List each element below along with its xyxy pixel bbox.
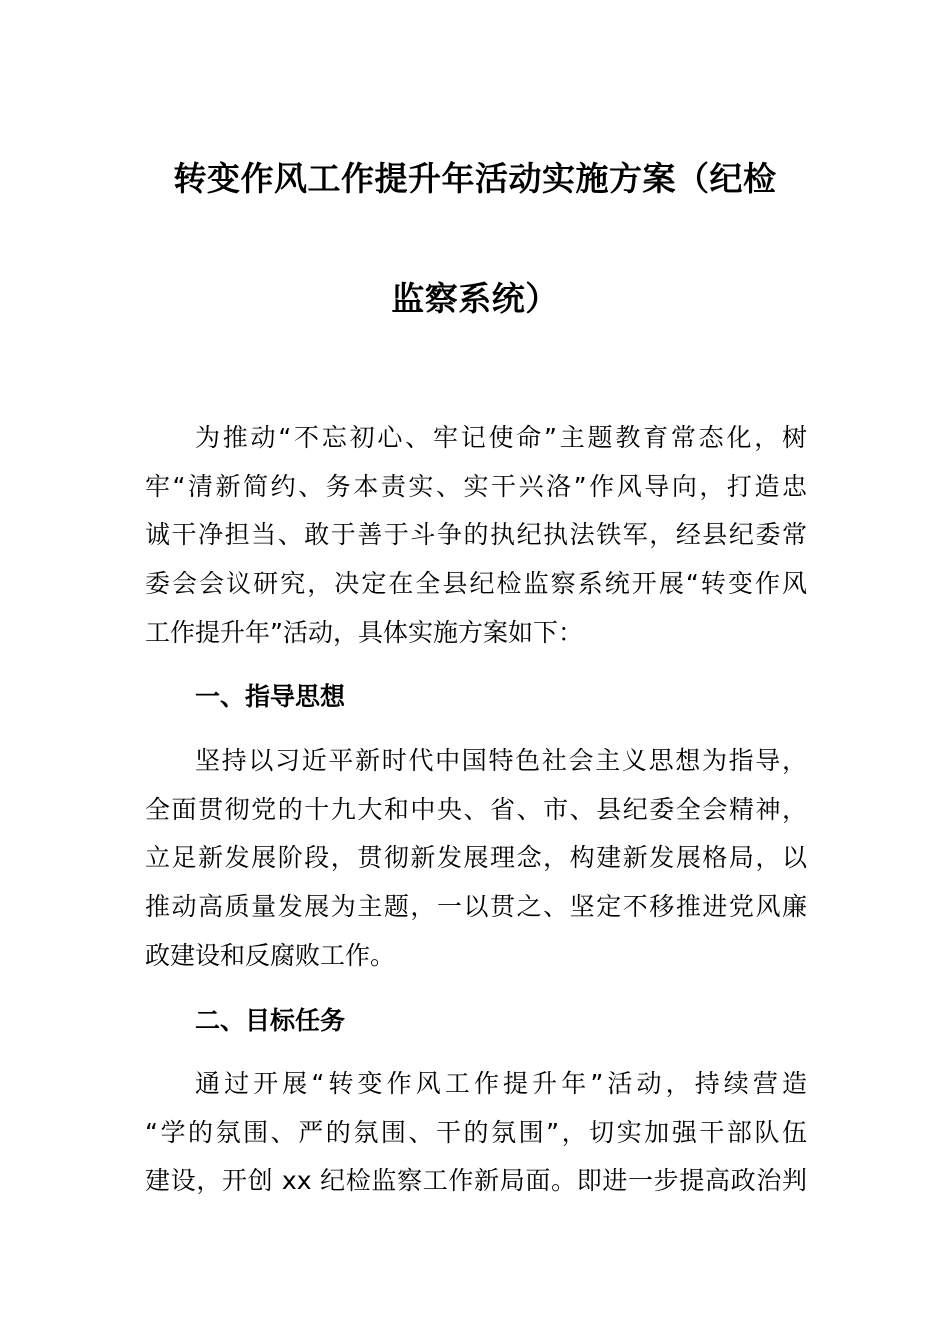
paragraph-line: 建设，开创 xx 纪检监察工作新局面。即进一步提高政治判 [145,1166,807,1196]
intro-paragraph [145,414,807,657]
paragraph-line: “学的氛围、严的氛围、干的氛围”，切实加强干部队伍 [145,1117,807,1147]
guiding-ideology-paragraph [145,737,807,980]
section-heading: 一、指导思想 [195,682,346,711]
section-heading: 二、目标任务 [195,1006,346,1035]
goals-tasks-paragraph [145,1060,807,1206]
section-heading-goals-tasks [145,997,807,1046]
paragraph-line: 推动高质量发展为主题，一以贯之、坚定不移推进党风廉 [145,892,807,922]
paragraph-line: 政建设和反腐败工作。 [145,940,396,970]
document-title-line-1: 转变作风工作提升年活动实施方案（纪检 [173,159,777,198]
paragraph-line: 牢“清新简约、务本责实、实干兴洛”作风导向，打造忠 [145,471,807,501]
document-title-line-2: 监察系统） [391,279,559,318]
paragraph-line: 坚持以习近平新时代中国特色社会主义思想为指导， [195,746,807,775]
paragraph-line: 通过开展“转变作风工作提升年”活动，持续营造 [195,1069,807,1098]
paragraph-line: 全面贯彻党的十九大和中央、省、市、县纪委全会精神， [145,794,807,824]
section-heading-guiding-ideology [145,673,807,722]
paragraph-line: 委会会议研究，决定在全县纪检监察系统开展“转变作风 [145,569,807,599]
paragraph-line: 立足新发展阶段，贯彻新发展理念，构建新发展格局，以 [145,843,807,873]
paragraph-line: 为推动“不忘初心、牢记使命”主题教育常态化，树 [195,423,807,452]
paragraph-line: 工作提升年”活动，具体实施方案如下： [145,617,583,647]
paragraph-line: 诚干净担当、敢于善于斗争的执纪执法铁军，经县纪委常 [145,520,807,550]
